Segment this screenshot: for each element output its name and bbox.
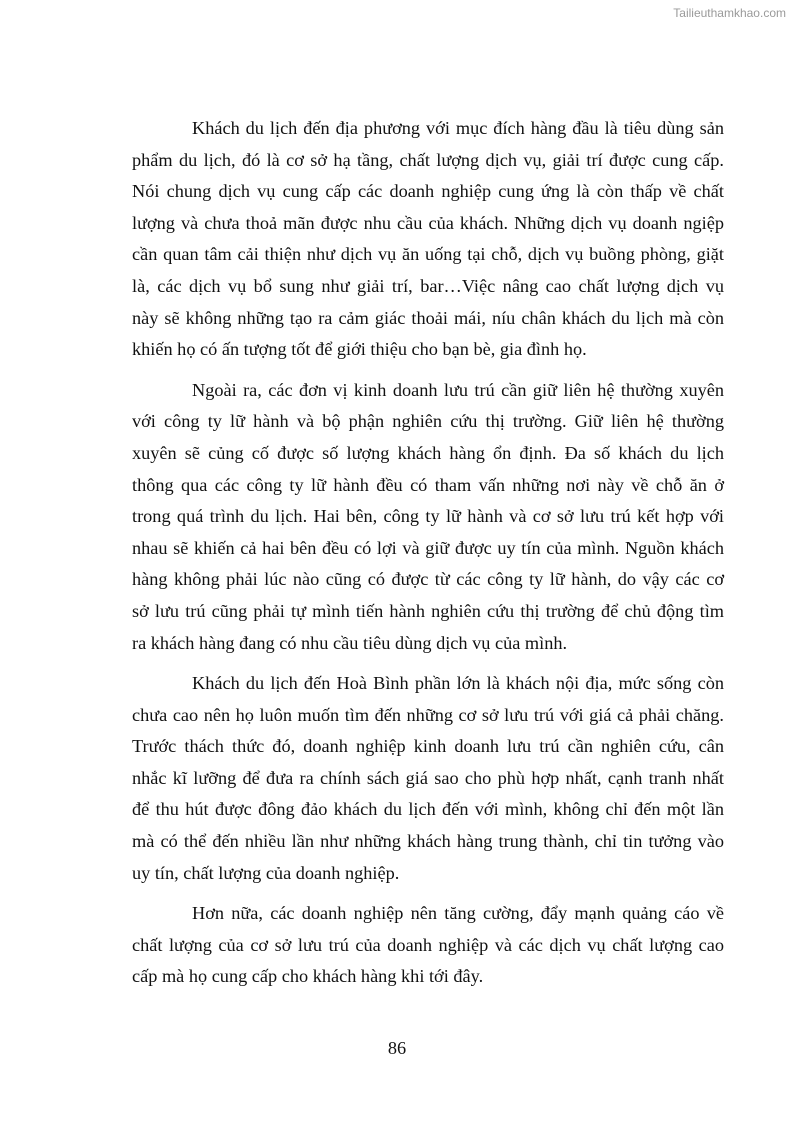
text-line: chưa cao nên họ luôn muốn tìm đến những cơ sở lưu trú với giá cả phải chăng.: [132, 704, 724, 725]
text-line: Khách du lịch đến Hoà Bình phần lớn là khách nội địa, mức sống còn: [192, 673, 724, 694]
text-line: nhắc kĩ lưỡng để đưa ra chính sách giá sao cho phù hợp nhất, cạnh tranh nhất: [132, 767, 724, 788]
text-line: với công ty lữ hành và bộ phận nghiên cứu thị trường. Giữ liên hệ thường: [132, 411, 724, 432]
paragraph: [132, 898, 724, 993]
text-line: là, các dịch vụ bổ sung như giải trí, bar…Việc nâng cao chất lượng dịch vụ: [132, 275, 724, 296]
text-line: phẩm du lịch, đó là cơ sở hạ tầng, chất lượng dịch vụ, giải trí được cung cấp.: [132, 149, 724, 170]
text-line: Khách du lịch đến địa phương với mục đích hàng đầu là tiêu dùng sản: [192, 118, 724, 138]
text-line: hàng không phải lúc nào cũng có được từ các công ty lữ hành, do vậy các cơ: [132, 569, 724, 590]
text-line: ra khách hàng đang có nhu cầu tiêu dùng dịch vụ của mình.: [132, 632, 568, 653]
document-body: [132, 113, 724, 1002]
text-line: Ngoài ra, các đơn vị kinh doanh lưu trú cần giữ liên hệ thường xuyên: [192, 379, 724, 400]
text-line: cần quan tâm cải thiện như dịch vụ ăn uống tại chỗ, dịch vụ buồng phòng, giặt: [132, 244, 724, 265]
text-line: chất lượng của cơ sở lưu trú của doanh nghiệp và các dịch vụ chất lượng cao: [132, 934, 724, 955]
paragraph: [132, 668, 724, 889]
paragraph: [132, 113, 724, 366]
text-line: trong quá trình du lịch. Hai bên, công ty lữ hành và cơ sở lưu trú kết hợp với: [132, 506, 724, 527]
text-line: Hơn nữa, các doanh nghiệp nên tăng cường, đẩy mạnh quảng cáo về: [192, 903, 724, 924]
text-line: cấp mà họ cung cấp cho khách hàng khi tới đây.: [132, 966, 484, 987]
text-line: này sẽ không những tạo ra cảm giác thoải mái, níu chân khách du lịch mà còn: [132, 307, 724, 328]
text-line: nhau sẽ khiến cả hai bên đều có lợi và giữ được uy tín của mình. Nguồn khách: [132, 537, 724, 558]
text-line: để thu hút được đông đảo khách du lịch đến với mình, không chỉ đến một lần: [132, 799, 724, 820]
text-line: Nói chung dịch vụ cung cấp các doanh nghiệp cung ứng là còn thấp về chất: [132, 181, 724, 202]
text-line: sở lưu trú cũng phải tự mình tiến hành nghiên cứu thị trường để chủ động tìm: [132, 600, 724, 621]
paragraph: [132, 375, 724, 659]
text-line: uy tín, chất lượng của doanh nghiệp.: [132, 862, 400, 883]
text-line: mà có thể đến nhiều lần như những khách hàng trung thành, chỉ tin tưởng vào: [132, 831, 724, 852]
text-line: Trước thách thức đó, doanh nghiệp kinh doanh lưu trú cần nghiên cứu, cân: [132, 736, 724, 757]
text-line: khiến họ có ấn tượng tốt để giới thiệu cho bạn bè, gia đình họ.: [132, 339, 587, 360]
text-line: thông qua các công ty lữ hành đều có tham vấn những nơi này về chỗ ăn ở: [132, 474, 724, 495]
watermark: Tailieuthamkhao.com: [673, 6, 786, 20]
text-line: xuyên sẽ củng cố được số lượng khách hàng ổn định. Đa số khách du lịch: [132, 442, 724, 463]
page-number: 86: [387, 1038, 407, 1058]
text-line: lượng và chưa thoả mãn được nhu cầu của khách. Những dịch vụ doanh ngiệp: [132, 212, 724, 233]
